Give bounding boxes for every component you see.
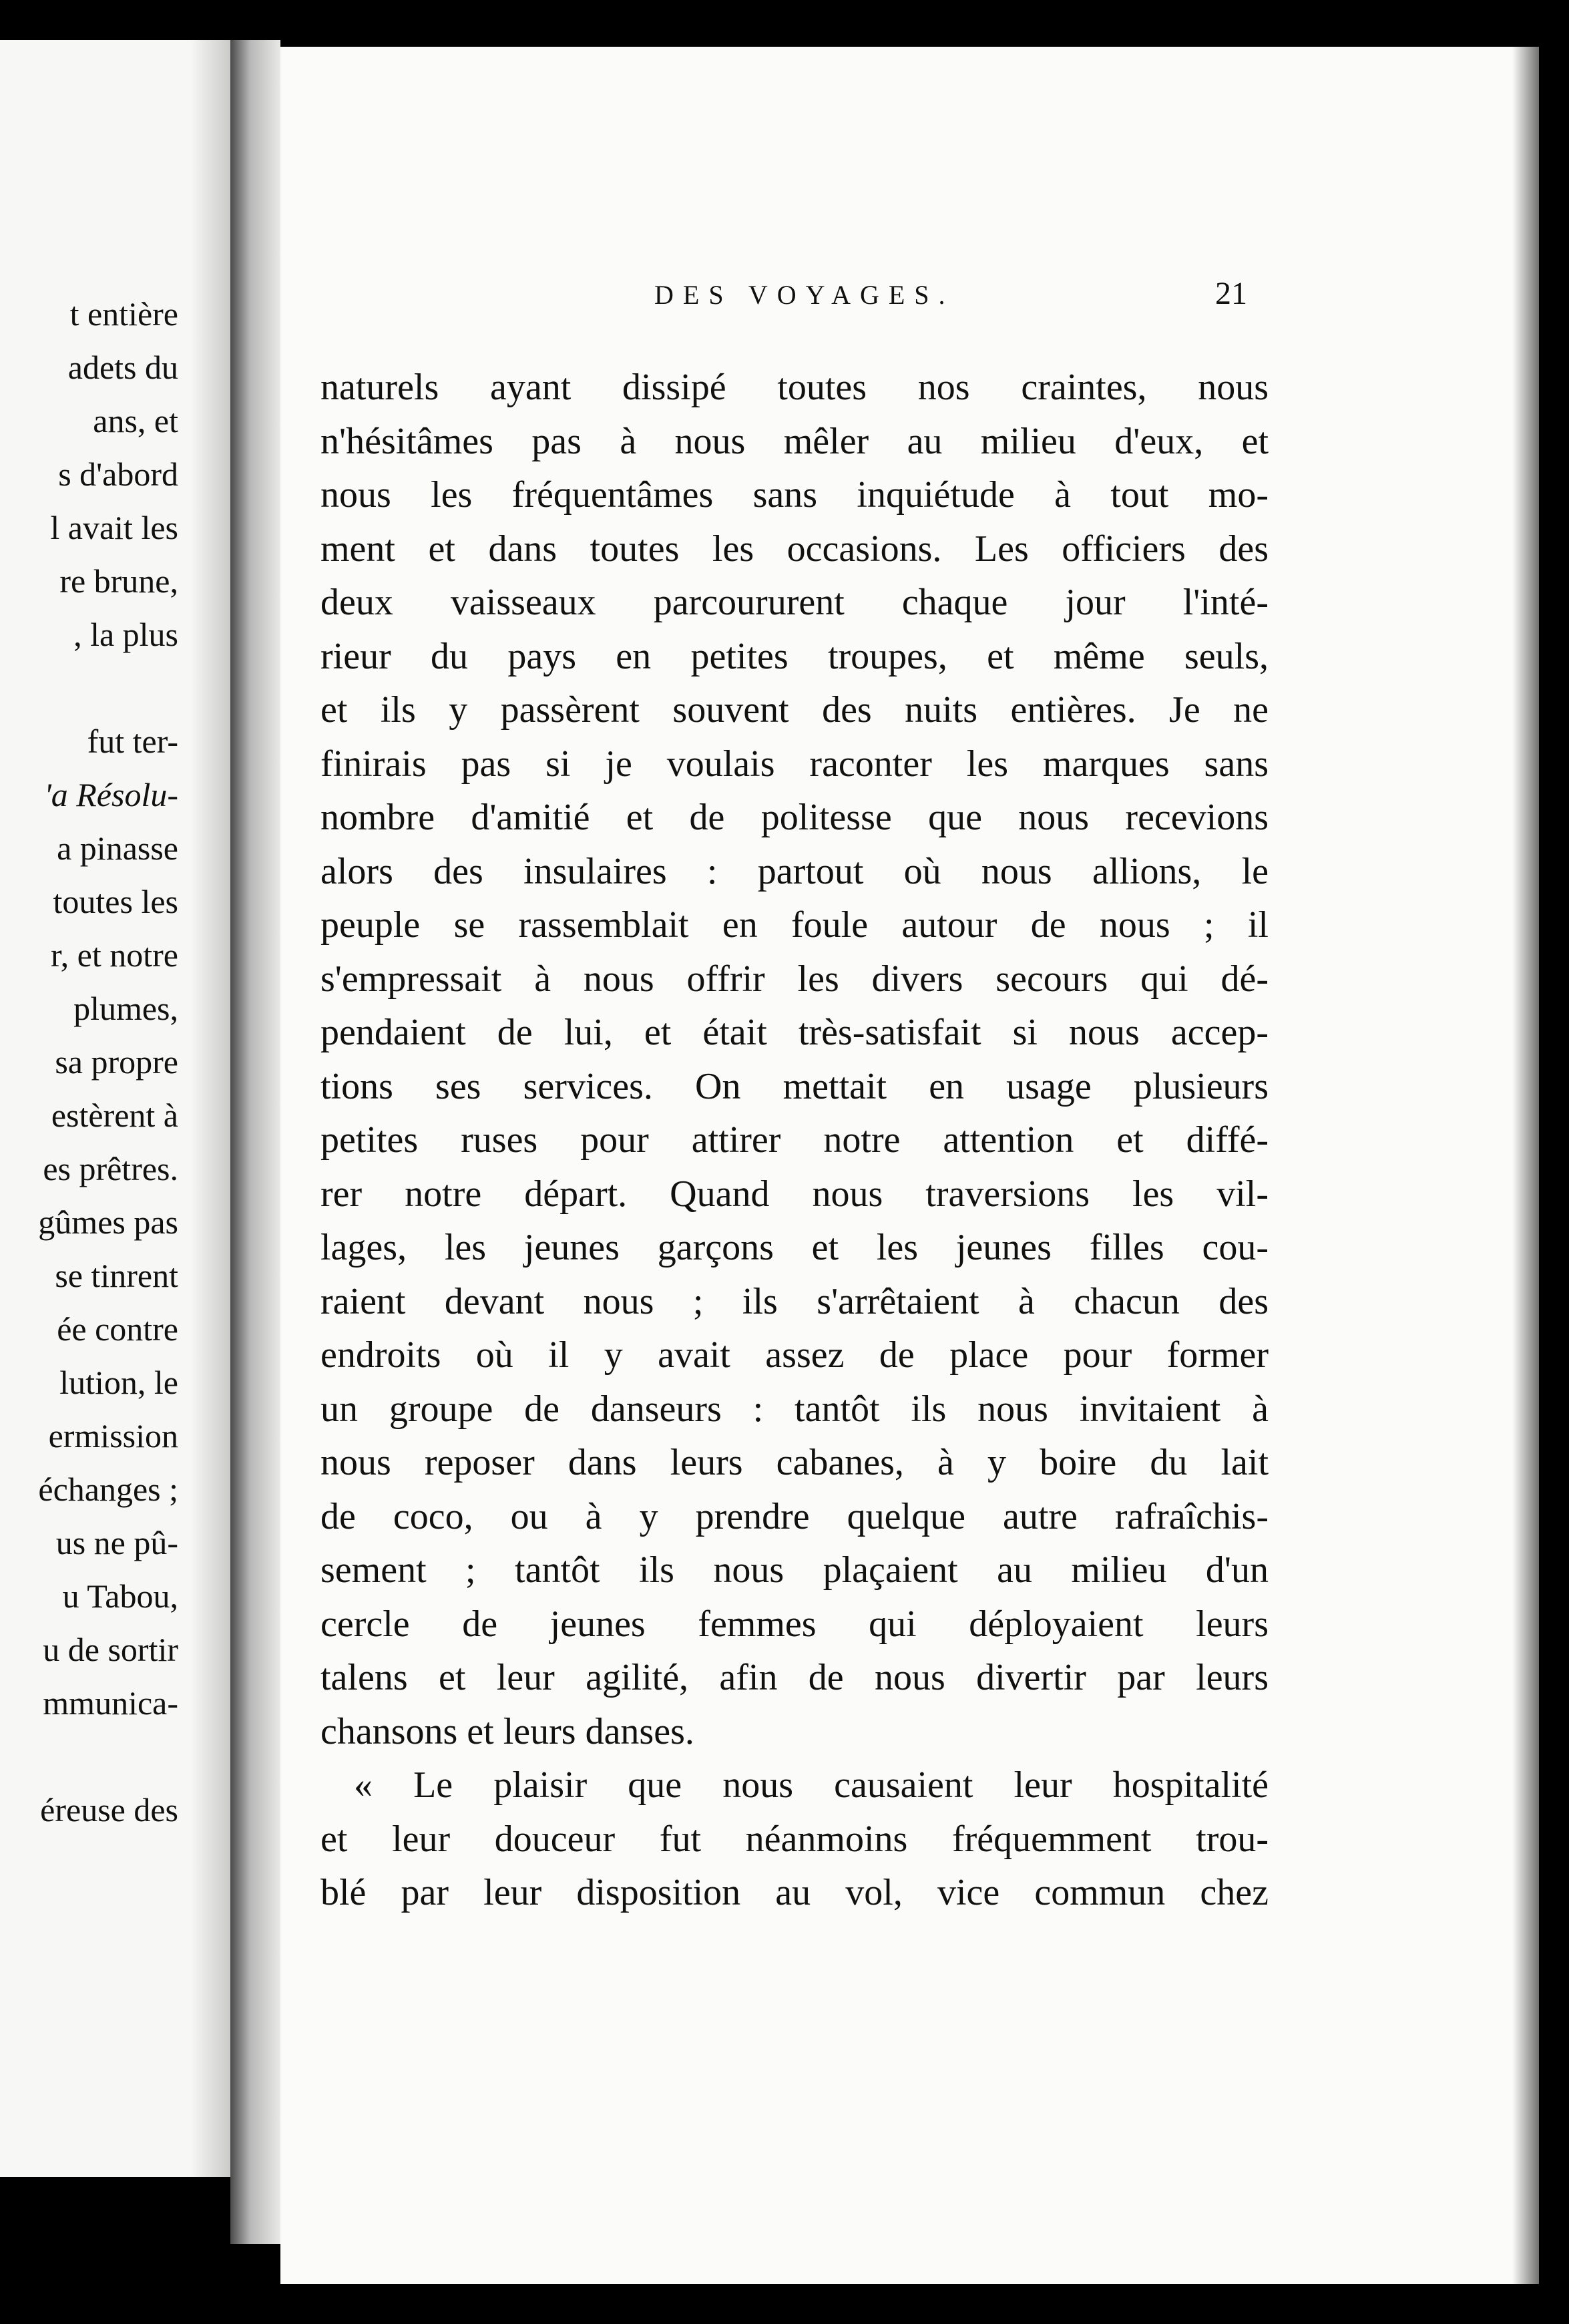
text-line: cercle de jeunes femmes qui déployaient leurs — [320, 1603, 1269, 1645]
left-line: se tinrent — [55, 1257, 178, 1294]
left-line-blank — [38, 1730, 178, 1783]
left-line: ans, et — [93, 402, 178, 439]
text-line: de coco, ou à y prendre quelque autre rafraîchis- — [320, 1495, 1269, 1537]
text-line: pendaient de lui, et était très-satisfait si nous accep- — [320, 1012, 1269, 1053]
text-line: ment et dans toutes les occasions. Les officiers des — [320, 528, 1269, 570]
text-line: rer notre départ. Quand nous traversions les vil- — [320, 1173, 1269, 1215]
left-line: sa propre — [55, 1043, 178, 1081]
text-line: talens et leur agilité, afin de nous divertir par leurs — [320, 1657, 1269, 1698]
left-line: , la plus — [73, 616, 178, 653]
page-number: 21 — [1215, 276, 1247, 311]
page-edge-shadow — [1512, 47, 1539, 2284]
left-line: toutes les — [53, 883, 178, 920]
text-line: peuple se rassemblait en foule autour de nous ; il — [320, 904, 1269, 946]
body-text — [320, 361, 1269, 1920]
text-line: et leur douceur fut néanmoins fréquemment trou- — [320, 1818, 1269, 1860]
text-line: un groupe de danseurs : tantôt ils nous invitaient à — [320, 1388, 1269, 1430]
text-line: lages, les jeunes garçons et les jeunes filles cou- — [320, 1227, 1269, 1268]
text-line: finirais pas si je voulais raconter les marques sans — [320, 743, 1269, 785]
text-line: endroits où il y avait assez de place pour former — [320, 1334, 1269, 1376]
left-line: t entière — [69, 295, 178, 333]
left-line: échanges ; — [38, 1471, 178, 1508]
left-line: estèrent à — [51, 1097, 178, 1134]
text-line: nous les fréquentâmes sans inquiétude à tout mo- — [320, 474, 1269, 516]
text-line: alors des insulaires : partout où nous allions, le — [320, 850, 1269, 892]
left-page-fragment — [0, 40, 230, 2177]
left-line: us ne pû- — [55, 1524, 178, 1561]
text-line: raient devant nous ; ils s'arrêtaient à chacun des — [320, 1280, 1269, 1322]
left-line: adets du — [67, 349, 178, 386]
text-line: et ils y passèrent souvent des nuits entières. Je ne — [320, 689, 1269, 731]
left-line: s d'abord — [58, 455, 178, 493]
left-line: mmunica- — [43, 1684, 178, 1722]
left-line: 'a Résolu- — [44, 776, 178, 813]
text-line: n'hésitâmes pas à nous mêler au milieu d'eux, et — [320, 420, 1269, 462]
left-line: r, et notre — [51, 936, 178, 974]
text-line: petites ruses pour attirer notre attention et diffé- — [320, 1119, 1269, 1161]
text-line: nombre d'amitié et de politesse que nous recevions — [320, 797, 1269, 838]
text-line: deux vaisseaux parcoururent chaque jour l'inté- — [320, 582, 1269, 623]
left-line: fut ter- — [87, 723, 178, 760]
left-line: plumes, — [73, 990, 178, 1027]
text-line: nous reposer dans leurs cabanes, à y boire du lait — [320, 1442, 1269, 1483]
text-line: blé par leur disposition au vol, vice commun chez — [320, 1872, 1269, 1913]
right-page — [280, 47, 1539, 2284]
text-line: chansons et leurs danses. — [320, 1710, 694, 1752]
text-line: sement ; tantôt ils nous plaçaient au milieu d'un — [320, 1549, 1269, 1591]
text-line: tions ses services. On mettait en usage plusieurs — [320, 1065, 1269, 1107]
left-line: lution, le — [59, 1364, 178, 1401]
text-line: rieur du pays en petites troupes, et même seuls, — [320, 635, 1269, 677]
left-line: a pinasse — [57, 829, 178, 867]
left-line: u de sortir — [43, 1631, 178, 1668]
left-line: ermission — [48, 1417, 178, 1455]
left-line: gûmes pas — [38, 1203, 178, 1241]
text-line: naturels ayant dissipé toutes nos craintes, nous — [320, 367, 1269, 408]
left-line: l avait les — [50, 509, 178, 546]
left-line: éreuse des — [40, 1791, 178, 1828]
running-head: DES VOYAGES. — [654, 280, 955, 310]
left-line-blank — [38, 661, 178, 715]
text-line: « Le plaisir que nous causaient leur hospitalité — [354, 1764, 1269, 1806]
left-line: u Tabou, — [62, 1577, 178, 1615]
text-line: s'empressait à nous offrir les divers secours qui dé- — [320, 958, 1269, 1000]
left-page-text — [38, 287, 178, 1836]
left-line: es prêtres. — [43, 1150, 178, 1187]
book-spine — [230, 40, 280, 2244]
gutter-shadow — [190, 40, 230, 2177]
left-line: re brune, — [59, 562, 178, 600]
left-line: ée contre — [57, 1310, 178, 1348]
